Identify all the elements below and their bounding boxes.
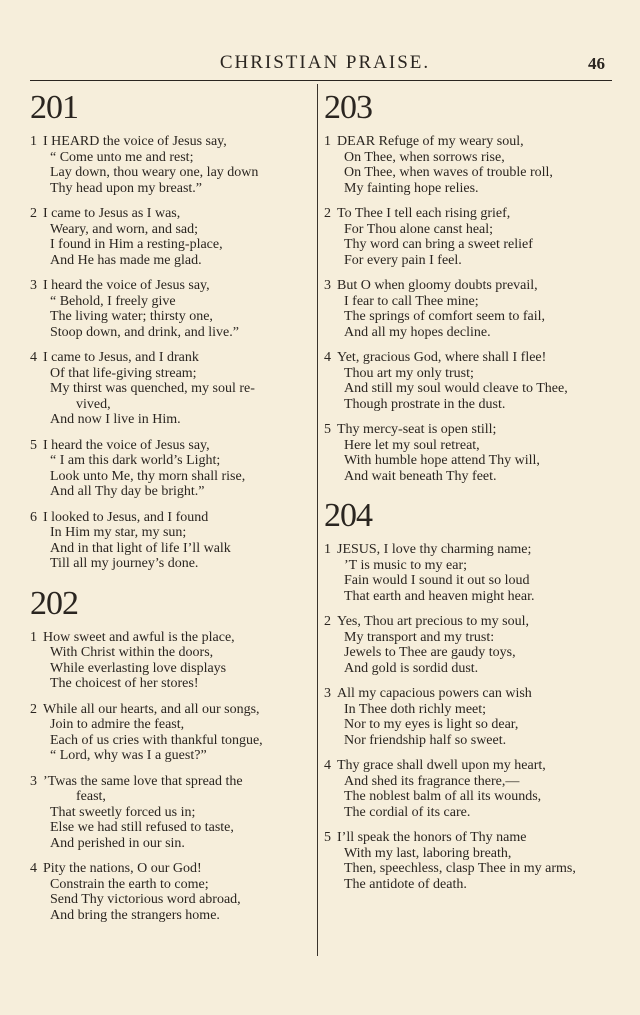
verse-line: While all our hearts, and all our songs,: [43, 701, 260, 717]
verse-line: The choicest of her stores!: [50, 676, 199, 691]
verse-line: “ I am this dark world’s Light;: [50, 453, 221, 468]
verse-line: Thy word can bring a sweet relief: [344, 237, 533, 252]
verse-line: Nor to my eyes is light so dear,: [344, 717, 519, 732]
stanza: [30, 206, 314, 268]
verse-line: Join to admire the feast,: [50, 717, 185, 732]
stanza-number: 1: [324, 134, 331, 149]
verse-line: For Thou alone canst heal;: [344, 221, 494, 237]
verse-line: And now I live in Him.: [50, 412, 181, 427]
stanza-number: 1: [30, 134, 37, 149]
verse-line: And perished in our sin.: [50, 835, 185, 851]
stanza-number: 5: [324, 830, 331, 845]
verse-line: And still my soul would cleave to Thee,: [344, 381, 568, 396]
verse-line: And He has made me glad.: [50, 252, 202, 268]
verse-line: The living water; thirsty one,: [50, 309, 213, 324]
stanza: [30, 438, 314, 500]
verse-line: Then, speechless, clasp Thee in my arms,: [344, 861, 576, 876]
verse-line: I looked to Jesus, and I found: [43, 509, 209, 525]
verse-line: My transport and my trust:: [344, 629, 495, 645]
verse-line: That sweetly forced us in;: [50, 804, 196, 820]
verse-line: And bring the strangers home.: [50, 907, 220, 923]
stanza-number: 3: [30, 773, 37, 789]
verse-line: And all my hopes decline.: [344, 324, 491, 340]
stanza: [324, 422, 614, 484]
verse-line: Constrain the earth to come;: [50, 876, 209, 892]
verse-line: DEAR Refuge of my weary soul,: [337, 134, 524, 149]
verse-line: “ Behold, I freely give: [50, 293, 176, 309]
stanza: [30, 861, 314, 923]
stanza: [324, 830, 614, 892]
verse-line: And wait beneath Thy feet.: [344, 468, 497, 484]
page-header: [0, 52, 640, 82]
verse-line: Else we had still refused to taste,: [50, 820, 234, 835]
stanza: [30, 134, 314, 196]
verse-line: I fear to call Thee mine;: [344, 293, 479, 309]
verse-line: For every pain I feel.: [344, 252, 462, 268]
verse-line: Thou art my only trust;: [344, 365, 474, 381]
running-title: CHRISTIAN PRAISE.: [219, 52, 431, 73]
header-rule: [30, 80, 612, 81]
verse-line: To Thee I tell each rising grief,: [337, 206, 511, 221]
stanza-number: 3: [324, 278, 331, 293]
stanza: [324, 542, 614, 604]
verse-line: Yet, gracious God, where shall I flee!: [337, 350, 547, 365]
verse-line: Look unto Me, thy morn shall rise,: [50, 468, 246, 484]
verse-line: Thy grace shall dwell upon my heart,: [337, 758, 546, 773]
stanza: [324, 686, 614, 748]
verse-line: JESUS, I love thy charming name;: [337, 542, 532, 557]
verse-line: feast,: [76, 789, 106, 804]
verse-line: I came to Jesus as I was,: [43, 206, 181, 221]
verse-line: Thy mercy-seat is open still;: [337, 422, 497, 437]
verse-line: My thirst was quenched, my soul re-: [50, 381, 255, 396]
verse-line: The cordial of its care.: [344, 804, 471, 820]
verse-line: ’Twas the same love that spread the: [43, 773, 243, 789]
verse-line: How sweet and awful is the place,: [43, 629, 235, 645]
stanza-number: 5: [30, 437, 37, 453]
verse-line: With humble hope attend Thy will,: [344, 453, 540, 468]
stanza-number: 2: [324, 614, 331, 629]
stanza-number: 1: [324, 542, 331, 557]
verse-line: ’T is music to my ear;: [344, 557, 467, 573]
hymn: [324, 494, 614, 892]
stanza-number: 2: [324, 206, 331, 221]
hymn: [324, 86, 614, 484]
verse-line: Weary, and worn, and sad;: [50, 221, 199, 237]
verse-line: But O when gloomy doubts prevail,: [337, 278, 538, 293]
verse-line: I HEARD the voice of Jesus say,: [43, 134, 227, 149]
verse-line: “ Lord, why was I a guest?”: [50, 748, 207, 763]
stanza: [30, 350, 314, 428]
verse-line: “ Come unto me and rest;: [50, 149, 194, 165]
stanza: [30, 774, 314, 852]
verse-line: The noblest balm of all its wounds,: [344, 789, 542, 804]
verse-line: And in that light of life I’ll walk: [50, 540, 231, 556]
right-column: [324, 86, 614, 902]
verse-line: And all Thy day be bright.”: [50, 484, 205, 499]
stanza: [30, 510, 314, 572]
verse-line: On Thee, when waves of trouble roll,: [344, 165, 553, 180]
stanza: [324, 758, 614, 820]
verse-line: That earth and heaven might hear.: [344, 588, 535, 604]
left-column: [30, 86, 314, 933]
verse-line: Here let my soul retreat,: [344, 437, 480, 453]
stanza: [324, 614, 614, 676]
stanza-number: 6: [30, 509, 37, 525]
stanza-number: 2: [30, 701, 37, 717]
verse-line: Though prostrate in the dust.: [344, 396, 506, 412]
stanza-number: 5: [324, 422, 331, 437]
hymn-number: 201: [30, 89, 78, 126]
verse-line: Thy head upon my breast.”: [50, 180, 203, 196]
hymn-number: 203: [324, 89, 372, 126]
hymn: [30, 86, 314, 572]
stanza-number: 4: [30, 350, 37, 365]
verse-line: In Thee doth richly meet;: [344, 701, 487, 717]
column-divider: [317, 84, 318, 956]
verse-line: Till all my journey’s done.: [50, 556, 199, 571]
verse-line: Of that life-giving stream;: [50, 365, 197, 381]
stanza-number: 4: [30, 861, 37, 876]
hymn: [30, 582, 314, 924]
verse-line: Fain would I sound it out so loud: [344, 573, 530, 588]
stanza: [324, 206, 614, 268]
page-number: 46: [588, 54, 605, 73]
verse-line: My fainting hope relies.: [344, 180, 479, 196]
verse-line: vived,: [76, 396, 111, 412]
stanza: [30, 630, 314, 692]
verse-line: Send Thy victorious word abroad,: [50, 892, 241, 907]
stanza-number: 2: [30, 206, 37, 221]
stanza: [324, 350, 614, 412]
verse-line: And shed its fragrance there,—: [344, 773, 520, 789]
stanza: [324, 134, 614, 196]
verse-line: All my capacious powers can wish: [337, 686, 532, 701]
stanza: [324, 278, 614, 340]
verse-line: The springs of comfort seem to fail,: [344, 309, 546, 324]
stanza-number: 4: [324, 350, 331, 365]
stanza: [30, 702, 314, 764]
stanza-number: 3: [324, 686, 331, 701]
verse-line: While everlasting love displays: [50, 660, 227, 676]
hymn-number: 204: [324, 497, 372, 534]
verse-line: I’ll speak the honors of Thy name: [337, 830, 527, 845]
verse-line: The antidote of death.: [344, 876, 467, 892]
verse-line: Yes, Thou art precious to my soul,: [337, 614, 529, 629]
verse-line: Lay down, thou weary one, lay down: [50, 165, 259, 180]
verse-line: Stoop down, and drink, and live.”: [50, 324, 239, 340]
verse-line: I came to Jesus, and I drank: [43, 350, 199, 365]
verse-line: On Thee, when sorrows rise,: [344, 149, 505, 165]
verse-line: With Christ within the doors,: [50, 645, 214, 660]
verse-line: Pity the nations, O our God!: [43, 861, 202, 876]
stanza-number: 3: [30, 278, 37, 293]
verse-line: Nor friendship half so sweet.: [344, 732, 507, 748]
verse-line: Jewels to Thee are gaudy toys,: [344, 645, 516, 660]
verse-line: And gold is sordid dust.: [344, 660, 479, 676]
verse-line: I found in Him a resting-place,: [50, 237, 223, 252]
verse-line: In Him my star, my sun;: [50, 525, 187, 540]
verse-line: I heard the voice of Jesus say,: [43, 278, 210, 293]
verse-line: Each of us cries with thankful tongue,: [50, 732, 263, 748]
stanza-number: 1: [30, 629, 37, 645]
stanza: [30, 278, 314, 340]
hymn-number: 202: [30, 584, 78, 622]
verse-line: With my last, laboring breath,: [344, 845, 512, 861]
stanza-number: 4: [324, 758, 331, 773]
verse-line: I heard the voice of Jesus say,: [43, 437, 210, 453]
